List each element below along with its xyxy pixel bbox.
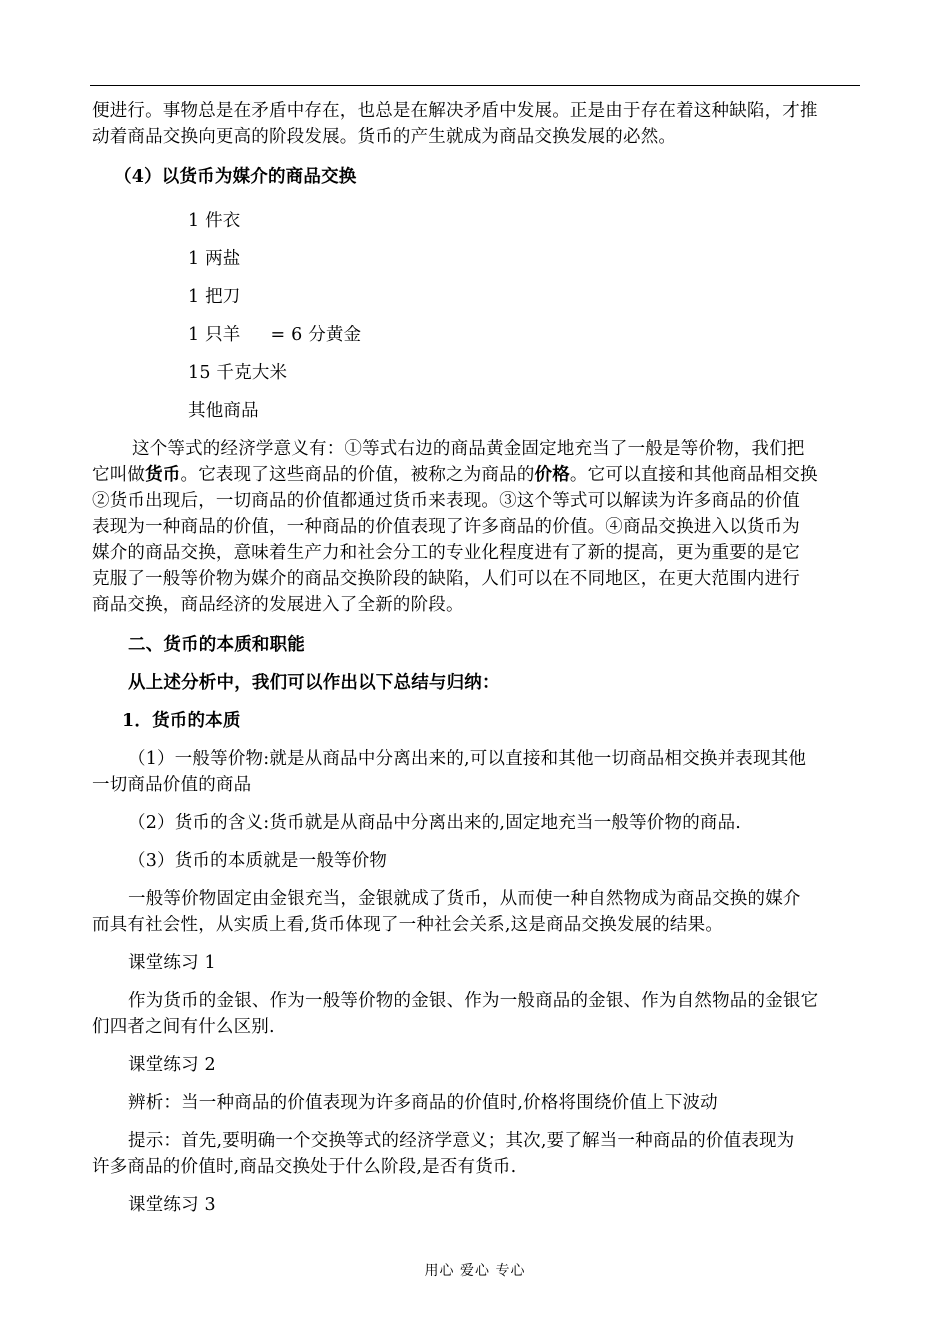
exercise2-text: 辨析：当一种商品的价值表现为许多商品的价值时,价格将围绕价值上下波动 xyxy=(128,1093,718,1113)
exercise3-label: 课堂练习 3 xyxy=(128,1195,216,1215)
meaning-paragraph xyxy=(92,436,860,618)
exercise1-label: 课堂练习 1 xyxy=(128,953,216,973)
intro-line-2: 动着商品交换向更高的阶段发展。货币的产生就成为商品交换发展的必然。 xyxy=(92,127,677,147)
summary-heading: 从上述分析中，我们可以作出以下总结与归纳： xyxy=(128,673,500,693)
term-money: 货币 xyxy=(145,465,181,485)
intro-line-1: 便进行。事物总是在矛盾中存在，也总是在解决矛盾中发展。正是由于存在着这种缺陷，才推 xyxy=(92,101,818,121)
equation-item: 其他商品 xyxy=(188,401,259,421)
essence-item-2: （2）货币的含义:货币就是从商品中分离出来的,固定地充当一般等价物的商品. xyxy=(128,813,742,833)
hint-line-1: 提示：首先,要明确一个交换等式的经济学意义；其次,要了解当一种商品的价值表现为 xyxy=(128,1131,795,1151)
meaning-line: 商品交换，商品经济的发展进入了全新的阶段。 xyxy=(92,595,464,615)
equation-block xyxy=(92,202,860,430)
equation-item: 1 件衣 xyxy=(188,211,241,231)
meaning-line: 克服了一般等价物为媒介的商品交换阶段的缺陷，人们可以在不同地区，在更大范围内进行 xyxy=(92,569,800,589)
gold-para-line-1: 一般等价物固定由金银充当，金银就成了货币，从而使一种自然物成为商品交换的媒介 xyxy=(128,889,801,909)
meaning-line: ②货币出现后，一切商品的价值都通过货币来表现。③这个等式可以解读为许多商品的价值 xyxy=(92,491,800,511)
meaning-line xyxy=(92,462,860,488)
gold-para-line-2: 而具有社会性，从实质上看,货币体现了一种社会关系,这是商品交换发展的结果。 xyxy=(92,915,724,935)
section4-heading: （4）以货币为媒介的商品交换 xyxy=(114,167,357,187)
essence-heading: 1．货币的本质 xyxy=(122,711,241,731)
essence-item-1-line-2: 一切商品价值的商品 xyxy=(92,775,252,795)
meaning-line: 这个等式的经济学意义有：①等式右边的商品黄金固定地充当了一般是等价物，我们把 xyxy=(132,439,805,459)
meaning-text: 。它表现了这些商品的价值，被称之为商品的 xyxy=(180,465,535,485)
part2-heading: 二、货币的本质和职能 xyxy=(128,635,305,655)
meaning-text: 它叫做 xyxy=(92,465,146,485)
page-footer: 用心 爱心 专心 xyxy=(424,1263,526,1279)
exercise1-line-2: 们四者之间有什么区别. xyxy=(92,1017,275,1037)
equation-item: 1 把刀 xyxy=(188,287,241,307)
hint-line-2: 许多商品的价值时,商品交换处于什么阶段,是否有货币. xyxy=(92,1157,517,1177)
equation-item: 1 只羊 xyxy=(188,325,241,345)
meaning-line: 表现为一种商品的价值，一种商品的价值表现了许多商品的价值。④商品交换进入以货币为 xyxy=(92,517,800,537)
exercise1-line-1: 作为货币的金银、作为一般等价物的金银、作为一般商品的金银、作为自然物品的金银它 xyxy=(128,991,819,1011)
meaning-line: 媒介的商品交换，意味着生产力和社会分工的专业化程度进有了新的提高，更为重要的是它 xyxy=(92,543,800,563)
equation-rhs: = 6 分黄金 xyxy=(270,325,362,345)
essence-item-3: （3）货币的本质就是一般等价物 xyxy=(128,851,388,871)
meaning-text: 。它可以直接和其他商品相交换 xyxy=(569,465,818,485)
essence-item-1-line-1: （1）一般等价物:就是从商品中分离出来的,可以直接和其他一切商品相交换并表现其他 xyxy=(128,749,807,769)
term-price: 价格 xyxy=(534,465,570,485)
header-rule xyxy=(90,85,860,86)
equation-item: 15 千克大米 xyxy=(188,363,288,383)
document-body xyxy=(92,98,860,1218)
equation-row xyxy=(92,316,860,354)
equation-item: 1 两盐 xyxy=(188,249,241,269)
exercise2-label: 课堂练习 2 xyxy=(128,1055,216,1075)
